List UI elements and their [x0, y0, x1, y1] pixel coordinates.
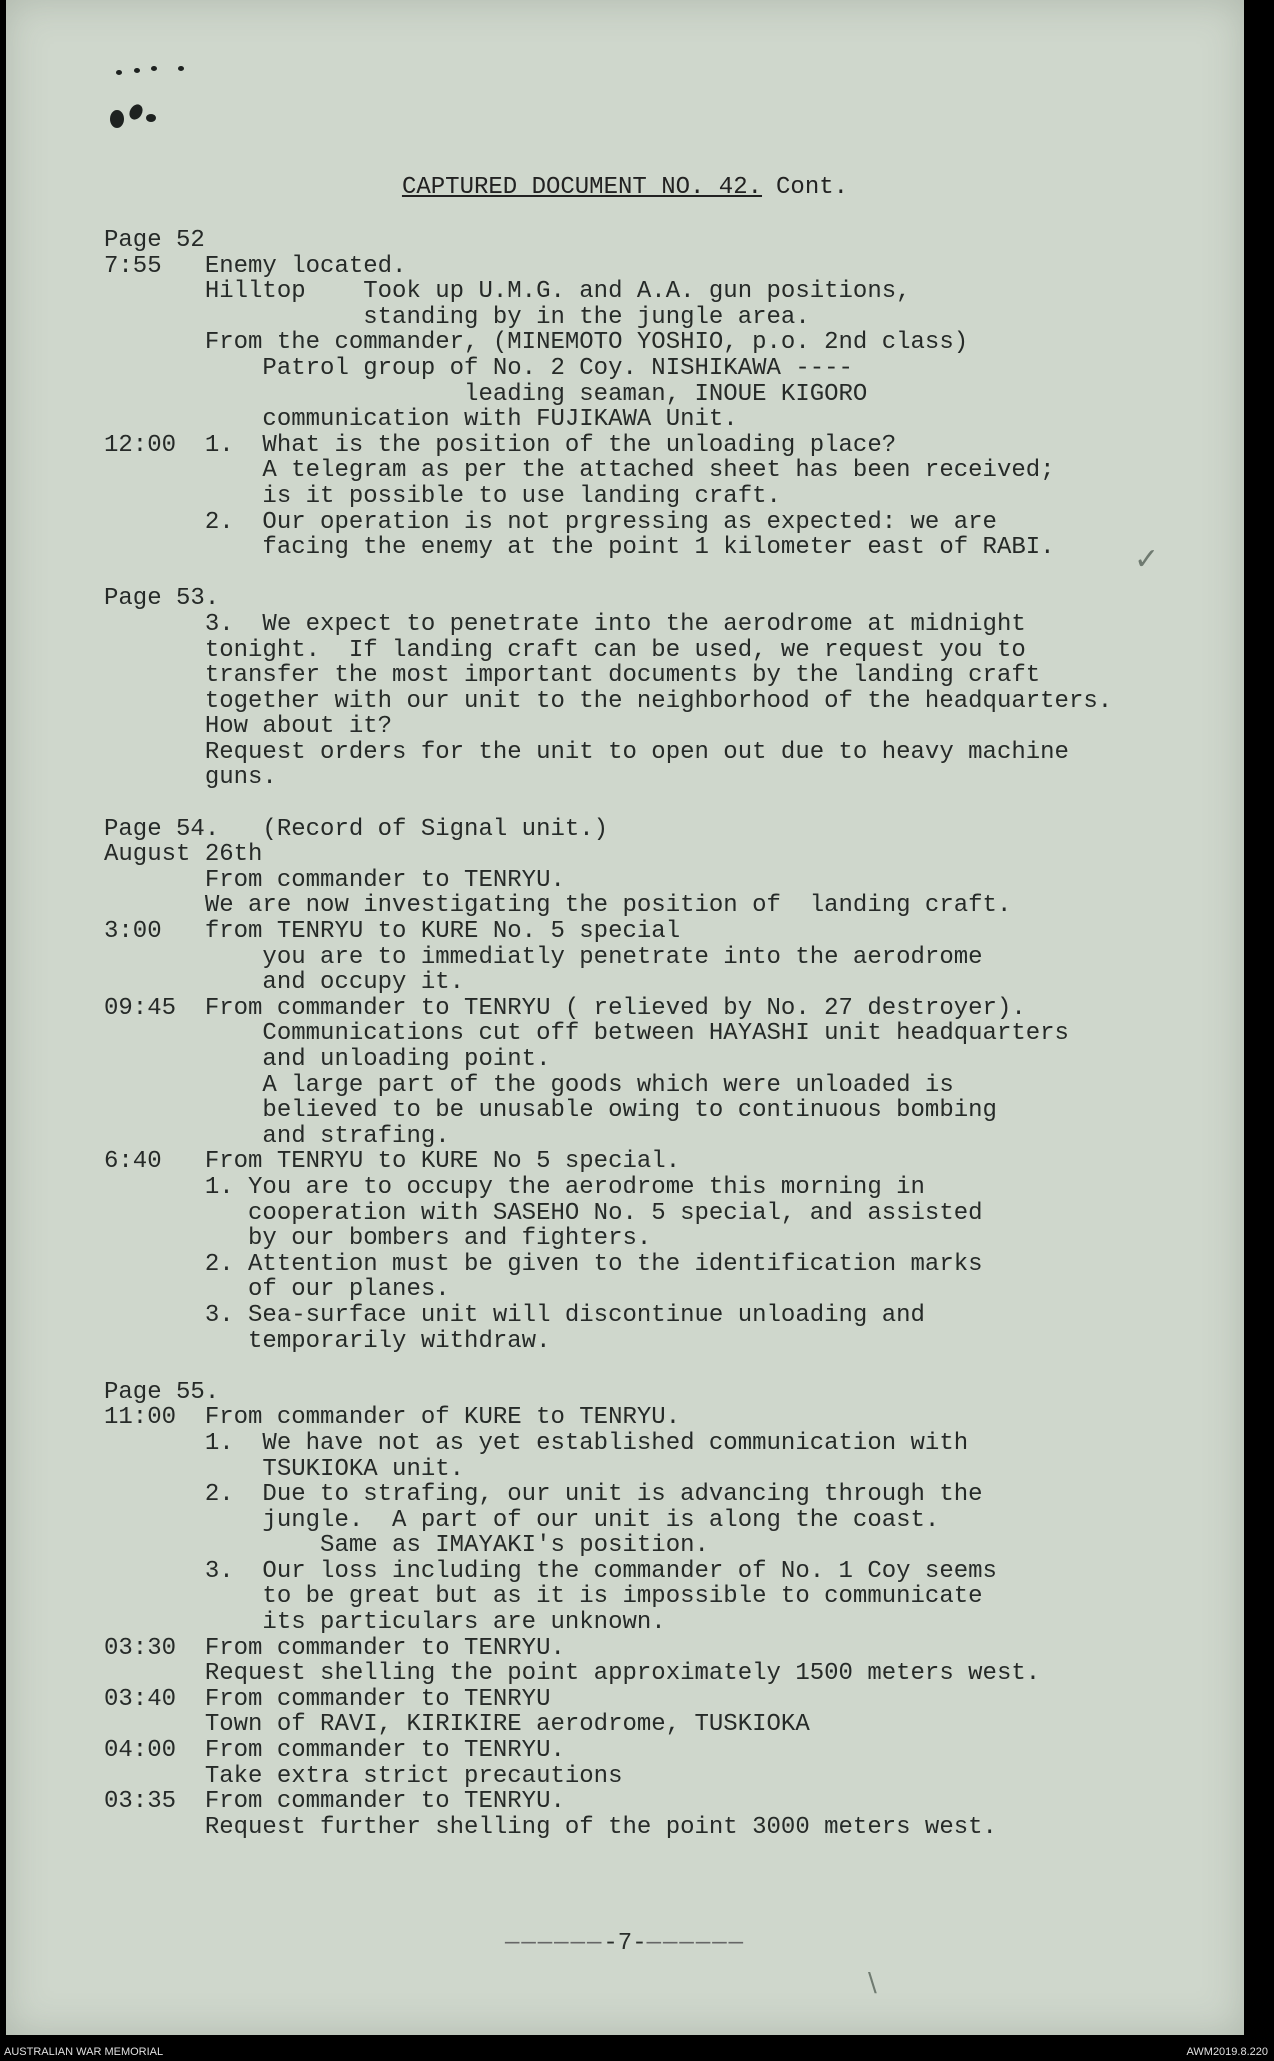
text-line: and strafing.: [104, 1122, 450, 1150]
document-body: [104, 228, 1224, 1840]
blank-line: [104, 561, 1224, 587]
page-number: [6, 1930, 1244, 1957]
text-line: together with our unit to the neighborhood of the headquarters.: [104, 687, 1113, 715]
text-line: How about it?: [104, 713, 393, 741]
text-line: Patrol group of No. 2 Coy. NISHIKAWA ----: [104, 354, 853, 382]
text-line: 2. Due to strafing, our unit is advancing through the: [104, 1481, 983, 1509]
text-line: its particulars are unknown.: [104, 1609, 666, 1637]
text-line: transfer the most important documents by the landing craft: [104, 662, 1041, 690]
text-line: tonight. If landing craft can be used, we request you to: [104, 636, 1026, 664]
page-number-rule: ——————: [504, 1930, 604, 1957]
text-line: guns.: [104, 764, 277, 792]
archive-footer-bar: [0, 2035, 1274, 2061]
text-line: Request orders for the unit to open out due to heavy machine: [104, 738, 1069, 766]
text-line: TSUKIOKA unit.: [104, 1455, 465, 1483]
text-line: to be great but as it is impossible to communicate: [104, 1583, 983, 1611]
text-line: is it possible to use landing craft.: [104, 482, 781, 510]
text-line: temporarily withdraw.: [104, 1327, 551, 1355]
text-line: 11:00 From commander of KURE to TENRYU.: [104, 1404, 681, 1432]
title-suffix: Cont.: [776, 174, 849, 201]
text-line: 1. We have not as yet established communication with: [104, 1429, 969, 1457]
text-line: of our planes.: [104, 1276, 450, 1304]
text-line: 12:00 1. What is the position of the unloading place?: [104, 431, 897, 459]
text-line: and unloading point.: [104, 1046, 551, 1073]
text-line: From the commander, (MINEMOTO YOSHIO, p.o. 2nd class): [104, 329, 969, 357]
text-line: believed to be unusable owing to continuous bombing: [104, 1097, 997, 1125]
blank-line: [104, 791, 1224, 817]
text-line: Request further shelling of the point 3000 meters west.: [104, 1813, 997, 1841]
text-line: Page 53.: [104, 585, 220, 613]
text-line: 3. Sea-surface unit will discontinue unloading and: [104, 1301, 925, 1329]
text-line: 03:30 From commander to TENRYU.: [104, 1634, 565, 1662]
text-line: Request shelling the point approximately 1500 meters west.: [104, 1660, 1041, 1688]
archive-credit: AUSTRALIAN WAR MEMORIAL: [4, 2046, 164, 2058]
punch-hole-mark: [151, 66, 157, 71]
text-line: Town of RAVI, KIRIKIRE aerodrome, TUSKIOKA: [104, 1711, 810, 1739]
text-line: Same as IMAYAKI's position.: [104, 1532, 709, 1560]
text-line: We are now investigating the position of landing craft.: [104, 892, 1012, 920]
punch-hole-mark: [134, 68, 140, 73]
text-line: Take extra strict precautions: [104, 1762, 623, 1790]
text-line: 3:00 from TENRYU to KURE No. 5 special: [104, 918, 681, 946]
text-line: 3. We expect to penetrate into the aerodrome at midnight: [104, 610, 1026, 638]
text-line: A large part of the goods which were unloaded is: [104, 1071, 954, 1099]
text-line: communication with FUJIKAWA Unit.: [104, 406, 738, 434]
text-line: August 26th: [104, 841, 263, 869]
text-line: 6:40 From TENRYU to KURE No 5 special.: [104, 1148, 681, 1176]
text-line: 04:00 From commander to TENRYU.: [104, 1737, 565, 1765]
page-number-rule: ——————: [646, 1930, 746, 1957]
text-line: A telegram as per the attached sheet has been received;: [104, 457, 1055, 485]
page-number-text: -7-: [603, 1930, 647, 1957]
punch-hole-mark: [110, 110, 124, 128]
text-line: Page 54. (Record of Signal unit.): [104, 815, 609, 843]
text-line: 2. Attention must be given to the identification marks: [104, 1250, 983, 1278]
text-line: 7:55 Enemy located.: [104, 252, 407, 280]
text-line: Page 52: [104, 227, 205, 254]
document-sheet: [6, 0, 1244, 2035]
text-line: Page 55.: [104, 1378, 220, 1406]
pencil-stroke-mark: \: [868, 1968, 877, 1998]
text-line: Communications cut off between HAYASHI unit headquarters: [104, 1020, 1069, 1048]
blank-line: [104, 1354, 1224, 1380]
title-text: CAPTURED DOCUMENT NO. 42.: [401, 174, 763, 201]
punch-hole-mark: [127, 102, 145, 122]
archive-reference: AWM2019.8.220: [1186, 2046, 1268, 2058]
text-line: cooperation with SASEHO No. 5 special, and assisted: [104, 1199, 983, 1227]
text-line: and occupy it.: [104, 969, 465, 997]
text-line: leading seaman, INOUE KIGORO: [104, 380, 868, 408]
text-line: standing by in the jungle area.: [104, 303, 810, 331]
punch-hole-mark: [116, 70, 122, 75]
text-line: jungle. A part of our unit is along the coast.: [104, 1506, 940, 1534]
text-line: by our bombers and fighters.: [104, 1225, 652, 1253]
pencil-check-mark: ✓: [1134, 542, 1160, 577]
text-line: Hilltop Took up U.M.G. and A.A. gun positions,: [104, 278, 911, 306]
text-line: 09:45 From commander to TENRYU ( relieved by No. 27 destroyer).: [104, 994, 1026, 1022]
text-line: 3. Our loss including the commander of No. 1 Coy seems: [104, 1557, 997, 1585]
text-line: 03:35 From commander to TENRYU.: [104, 1788, 565, 1816]
punch-hole-mark: [146, 114, 156, 122]
text-line: you are to immediatly penetrate into the aerodrome: [104, 943, 983, 971]
text-line: 1. You are to occupy the aerodrome this morning in: [104, 1173, 925, 1201]
text-line: From commander to TENRYU.: [104, 866, 565, 894]
punch-hole-mark: [178, 66, 184, 71]
text-line: 2. Our operation is not prgressing as expected: we are: [104, 508, 997, 536]
text-line: 03:40 From commander to TENRYU: [104, 1685, 551, 1713]
text-line: facing the enemy at the point 1 kilometer east of RABI.: [104, 534, 1055, 562]
document-title: [6, 174, 1244, 201]
